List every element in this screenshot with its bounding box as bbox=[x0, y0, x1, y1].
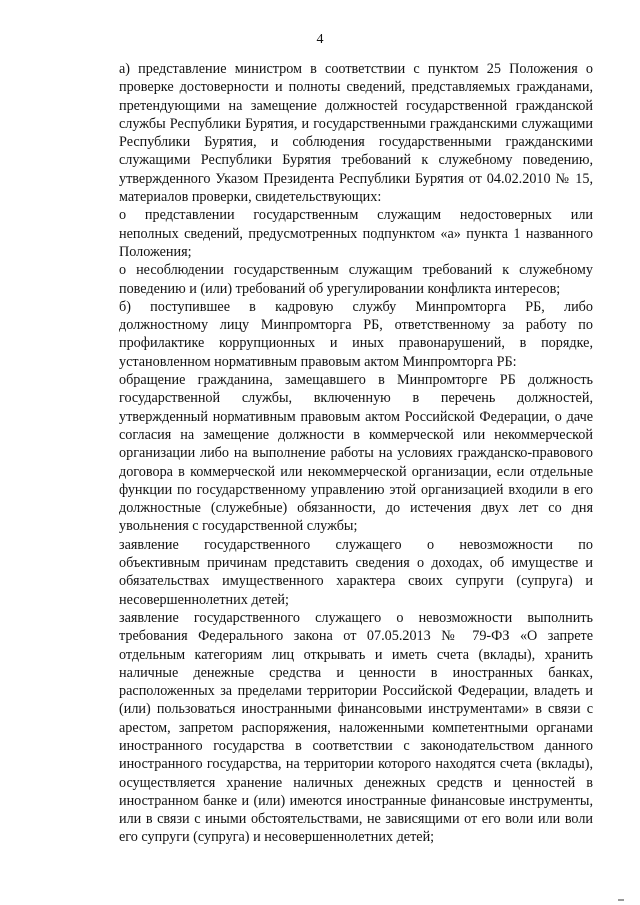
text-line: иностранном банке и (или) имеются иностранные финансовые инструменты, bbox=[119, 792, 593, 809]
text-line: службы Республики Бурятия, и государственными гражданскими служащими bbox=[119, 115, 593, 132]
paragraph bbox=[119, 60, 593, 206]
text-line: профилактике коррупционных и иных правонарушений, в порядке, bbox=[119, 335, 593, 352]
text-line: государственной службы, включенную в перечень должностей, bbox=[119, 390, 593, 407]
text-line: а) представление министром в соответствии с пунктом 25 Положения о bbox=[119, 61, 593, 77]
text-line: расположенных за пределами территории Российской Федерации, владеть и bbox=[119, 683, 593, 700]
document-body bbox=[119, 60, 593, 847]
text-line: обращение гражданина, замещавшего в Минпромторге РБ должность bbox=[119, 372, 593, 389]
text-line: должностные (служебные) обязанности, до истечения двух лет со дня bbox=[119, 500, 593, 517]
text-line: функции по государственному управлению этой организацией входили в его bbox=[119, 481, 593, 498]
text-line: утвержденного Указом Президента Республики Бурятия от 04.02.2010 № 15, bbox=[119, 170, 593, 187]
text-line: б) поступившее в кадровую службу Минпромторга РБ, либо bbox=[119, 298, 593, 315]
text-line: согласия на замещение должности в коммерческой или некоммерческой bbox=[119, 426, 593, 443]
text-line: объективным причинам представить сведения о доходах, об имуществе и bbox=[119, 555, 593, 572]
paragraph bbox=[119, 298, 593, 371]
text-line: наличные денежные средства и ценности в иностранных банках, bbox=[119, 664, 593, 681]
text-line: его супруги (супруга) и несовершеннолетних детей; bbox=[119, 829, 435, 846]
text-line: требования Федерального закона от 07.05.2013 № 79-ФЗ «О запрете bbox=[119, 628, 593, 645]
page-number: 4 bbox=[316, 32, 324, 47]
text-line: заявление государственного служащего о невозможности выполнить bbox=[119, 609, 593, 626]
text-line: организации либо на выполнение работы на условиях гражданско-правового bbox=[119, 445, 593, 462]
paragraph bbox=[119, 261, 593, 298]
text-line: поведению и (или) требований об урегулировании конфликта интересов; bbox=[119, 280, 561, 297]
text-line: утвержденный нормативным правовым актом Российской Федерации, о даче bbox=[119, 408, 593, 425]
text-line: отдельным категориям лиц открывать и иметь счета (вклады), хранить bbox=[119, 646, 593, 663]
text-line: материалов проверки, свидетельствующих: bbox=[119, 189, 382, 206]
text-line: иностранного государства, на территории которого находятся счета (вклады), bbox=[119, 756, 593, 773]
paragraph bbox=[119, 609, 593, 847]
text-line: установленном нормативным правовым актом Минпромторга РБ: bbox=[119, 353, 517, 370]
text-line: (или) пользоваться иностранными финансовыми инструментами» в связи с bbox=[119, 701, 593, 718]
text-line: или в связи с иными обстоятельствами, не зависящими от его воли или воли bbox=[119, 811, 593, 828]
text-line: должностному лицу Минпромторга РБ, ответственному за работу по bbox=[119, 317, 593, 334]
text-line: о несоблюдении государственным служащим требований к служебному bbox=[119, 262, 593, 279]
text-line: претендующими на замещение должностей государственной гражданской bbox=[119, 97, 593, 114]
text-line: арестом, запретом распоряжения, наложенными компетентными органами bbox=[119, 719, 593, 736]
paragraph bbox=[119, 371, 593, 536]
text-line: заявление государственного служащего о невозможности по bbox=[119, 536, 593, 553]
text-line: о представлении государственным служащим недостоверных или bbox=[119, 207, 593, 224]
scan-artifact bbox=[618, 899, 624, 901]
text-line: неполных сведений, предусмотренных подпунктом «а» пункта 1 названного bbox=[119, 225, 593, 242]
text-line: увольнения с государственной службы; bbox=[119, 518, 358, 535]
text-line: иностранного государства в соответствии с законодательством данного bbox=[119, 737, 593, 754]
text-line: Республики Бурятия, и соблюдения государственными гражданскими bbox=[119, 134, 593, 151]
text-line: осуществляется хранение наличных денежных средств и ценностей в bbox=[119, 774, 593, 791]
text-line: проверке достоверности и полноты сведений, представляемых гражданами, bbox=[119, 79, 593, 96]
text-line: договора в коммерческой или некоммерческой организации, если отдельные bbox=[119, 463, 593, 480]
paragraph bbox=[119, 206, 593, 261]
text-line: Положения; bbox=[119, 243, 192, 260]
text-line: несовершеннолетних детей; bbox=[119, 591, 289, 608]
paragraph bbox=[119, 536, 593, 609]
text-line: обязательствах имущественного характера своих супруги (супруга) и bbox=[119, 573, 593, 590]
text-line: служащими Республики Бурятия требований к служебному поведению, bbox=[119, 152, 593, 169]
